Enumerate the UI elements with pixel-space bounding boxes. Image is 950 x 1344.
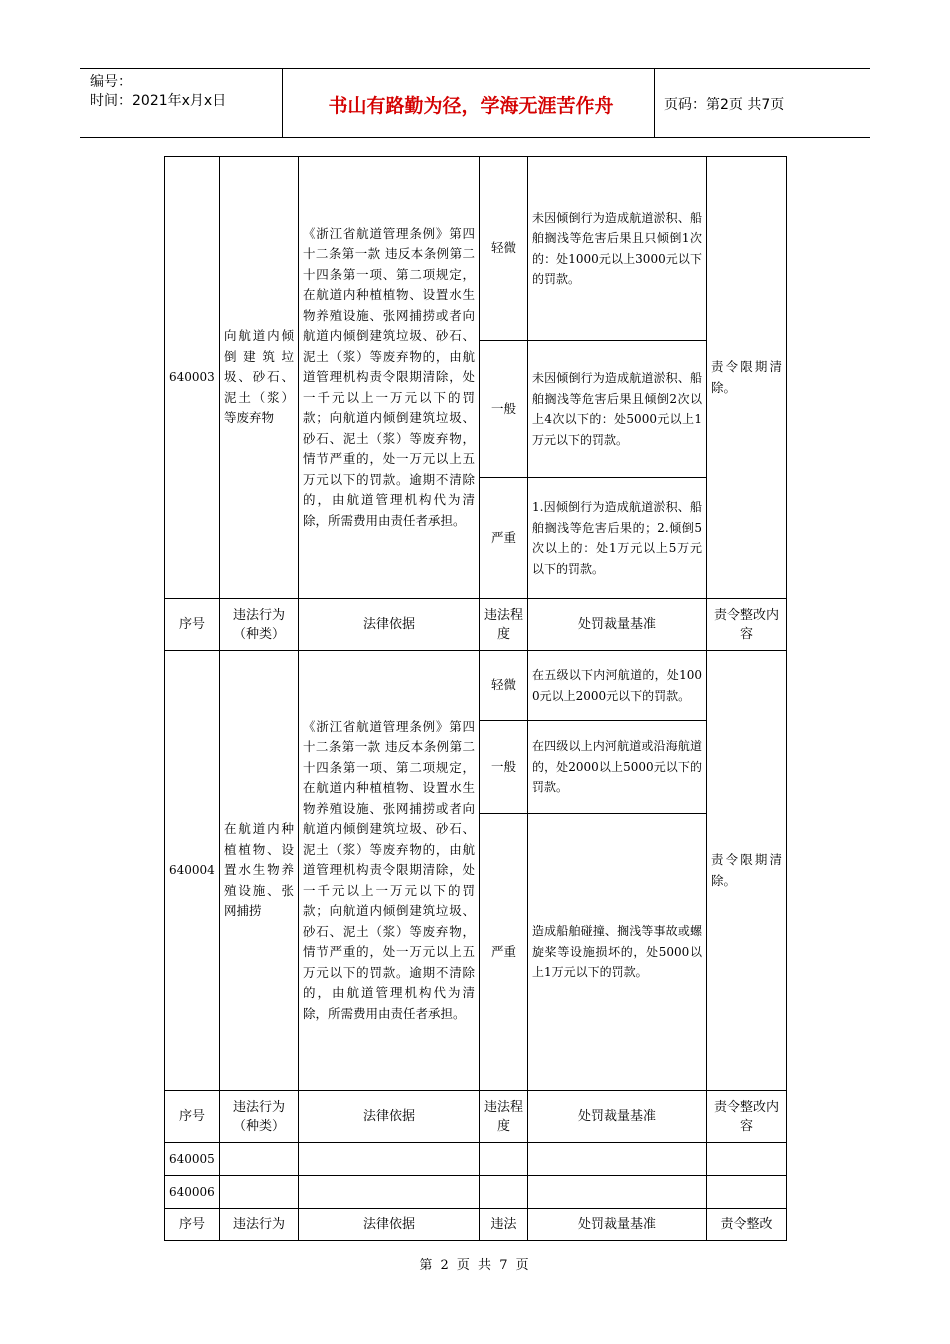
- col-header-no: 序号: [165, 599, 220, 651]
- entry-basis: 《浙江省航道管理条例》第四十二条第一款 违反本条例第二十四条第一项、第二项规定，在航道内种植植物、设置水生物养殖设施、张网捕捞或者向航道内倾倒建筑垃圾、砂石、泥土（浆）等废弃物的，由航道管理机构责令限期清除，处一千元以上一万元以下的罚款；向航道内倾倒建筑垃圾、砂石、泥土（浆）等废弃物，情节严重的，处一万元以上五万元以下的罚款。逾期不清除的，由航道管理机构代为清除，所需费用由责任者承担。: [299, 157, 480, 599]
- col-header-order: 责令整改内容: [707, 1091, 787, 1143]
- doc-date: 时间：2021年x月x日: [90, 93, 227, 109]
- table-row: [165, 1143, 787, 1176]
- table-header-row: [165, 1209, 787, 1241]
- entry-level: 一般: [480, 721, 528, 814]
- col-header-level: 违法程度: [480, 1091, 528, 1143]
- col-header-basis: 法律依据: [299, 599, 480, 651]
- page-header: [80, 68, 870, 138]
- header-meta: [90, 73, 226, 111]
- header-page-info: 页码：第2页 共7页: [664, 97, 785, 113]
- entry-id: 640006: [165, 1176, 220, 1209]
- entry-standard: 1.因倾倒行为造成航道淤积、船舶搁浅等危害后果的；2.倾倒5次以上的：处1万元以上5万元以下的罚款。: [528, 478, 707, 599]
- empty-cell: [299, 1143, 480, 1176]
- entry-id: 640005: [165, 1143, 220, 1176]
- entry-act: 在航道内种植植物、设置水生物养殖设施、张网捕捞: [220, 651, 299, 1091]
- entry-standard: 在四级以上内河航道或沿海航道的，处2000以上5000元以下的罚款。: [528, 721, 707, 814]
- col-header-standard: 处罚裁量基准: [528, 1091, 707, 1143]
- col-header-level: 违法: [480, 1209, 528, 1241]
- entry-level: 严重: [480, 478, 528, 599]
- entry-basis: 《浙江省航道管理条例》第四十二条第一款 违反本条例第二十四条第一项、第二项规定，在航道内种植植物、设置水生物养殖设施、张网捕捞或者向航道内倾倒建筑垃圾、砂石、泥土（浆）等废弃物的，由航道管理机构责令限期清除，处一千元以上一万元以下的罚款；向航道内倾倒建筑垃圾、砂石、泥土（浆）等废弃物，情节严重的，处一万元以上五万元以下的罚款。逾期不清除的，由航道管理机构代为清除，所需费用由责任者承担。: [299, 651, 480, 1091]
- empty-cell: [528, 1176, 707, 1209]
- table-header-row: [165, 599, 787, 651]
- doc-code-label: 编号：: [90, 74, 132, 90]
- empty-cell: [220, 1176, 299, 1209]
- col-header-order: 责令整改内容: [707, 599, 787, 651]
- header-divider: [282, 69, 283, 137]
- empty-cell: [707, 1176, 787, 1209]
- header-divider: [654, 69, 655, 137]
- entry-standard: 造成船舶碰撞、搁浅等事故或螺旋桨等设施损坏的，处5000以上1万元以下的罚款。: [528, 814, 707, 1091]
- entry-id: 640003: [165, 157, 220, 599]
- entry-order: 责令限期清除。: [707, 651, 787, 1091]
- page-footer: 第 2 页 共 7 页: [419, 1258, 531, 1273]
- table-row: [165, 157, 787, 341]
- col-header-no: 序号: [165, 1091, 220, 1143]
- entry-order: 责令限期清除。: [707, 157, 787, 599]
- entry-id: 640004: [165, 651, 220, 1091]
- empty-cell: [299, 1176, 480, 1209]
- empty-cell: [480, 1176, 528, 1209]
- entry-standard: 未因倾倒行为造成航道淤积、船舶搁浅等危害后果且只倾倒1次的：处1000元以上3000元以下的罚款。: [528, 157, 707, 341]
- col-header-act: 违法行为（种类）: [220, 599, 299, 651]
- col-header-act: 违法行为（种类）: [220, 1091, 299, 1143]
- table-row: [165, 651, 787, 721]
- col-header-level: 违法程度: [480, 599, 528, 651]
- col-header-basis: 法律依据: [299, 1091, 480, 1143]
- entry-act: 向航道内倾倒建筑垃圾、砂石、泥土（浆）等废弃物: [220, 157, 299, 599]
- entry-level: 轻微: [480, 157, 528, 341]
- entry-standard: 未因倾倒行为造成航道淤积、船舶搁浅等危害后果且倾倒2次以上4次以下的：处5000元以上1万元以下的罚款。: [528, 341, 707, 478]
- header-motto: 书山有路勤为径，学海无涯苦作舟: [328, 95, 614, 117]
- col-header-standard: 处罚裁量基准: [528, 599, 707, 651]
- col-header-basis: 法律依据: [299, 1209, 480, 1241]
- table-header-row: [165, 1091, 787, 1143]
- table-row: [165, 1176, 787, 1209]
- col-header-no: 序号: [165, 1209, 220, 1241]
- empty-cell: [528, 1143, 707, 1176]
- empty-cell: [480, 1143, 528, 1176]
- entry-level: 严重: [480, 814, 528, 1091]
- entry-level: 一般: [480, 341, 528, 478]
- col-header-act: 违法行为: [220, 1209, 299, 1241]
- col-header-standard: 处罚裁量基准: [528, 1209, 707, 1241]
- col-header-order: 责令整改: [707, 1209, 787, 1241]
- entry-standard: 在五级以下内河航道的，处1000元以上2000元以下的罚款。: [528, 651, 707, 721]
- empty-cell: [707, 1143, 787, 1176]
- penalty-table: [164, 156, 787, 1241]
- entry-level: 轻微: [480, 651, 528, 721]
- empty-cell: [220, 1143, 299, 1176]
